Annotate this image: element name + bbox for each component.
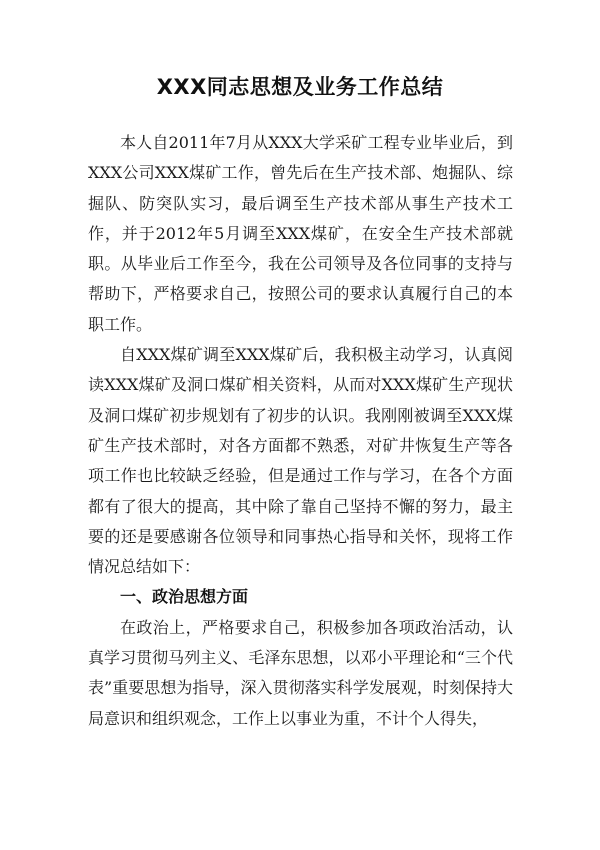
document-title: XXX同志思想及业务工作总结 (156, 75, 444, 99)
section-heading-political: 一、政治思想方面 (120, 587, 249, 607)
paragraph-transfer: 自XXX煤矿调至XXX煤矿后，我积极主动学习，认真阅读XXX煤矿及洞口煤矿相关资料，从而对XXX煤矿生产现状及洞口煤矿初步规划有了初步的认识。我刚刚被调至XXX煤矿生产技术部时，对各方面都不熟悉，对矿井恢复生产等各项工作也比较缺乏经验，但是通过工作与学习，在各个方面都有了很大的提高，其中除了靠自己坚持不懈的努力，最主要的还是要感谢各位领导和同事热心指导和关怀，现将工作情况总结如下： (88, 345, 513, 577)
paragraph-intro: 本人自2011年7月从XXX大学采矿工程专业毕业后，到XXX公司XXX煤矿工作，曾先后在生产技术部、炮掘队、综掘队、防突队实习，最后调至生产技术部从事生产技术工作，并于2012年5月调至XXX煤矿，在安全生产技术部就职。从毕业后工作至今，我在公司领导及各位同事的支持与帮助下，严格要求自己，按照公司的要求认真履行自己的本职工作。 (88, 133, 513, 334)
document-body (88, 128, 513, 734)
paragraph-political: 在政治上，严格要求自己，积极参加各项政治活动，认真学习贯彻马列主义、毛泽东思想，以邓小平理论和“三个代表”重要思想为指导，深入贯彻落实科学发展观，时刻保持大局意识和组织观念，工作上以事业为重，不计个人得失， (88, 617, 513, 728)
